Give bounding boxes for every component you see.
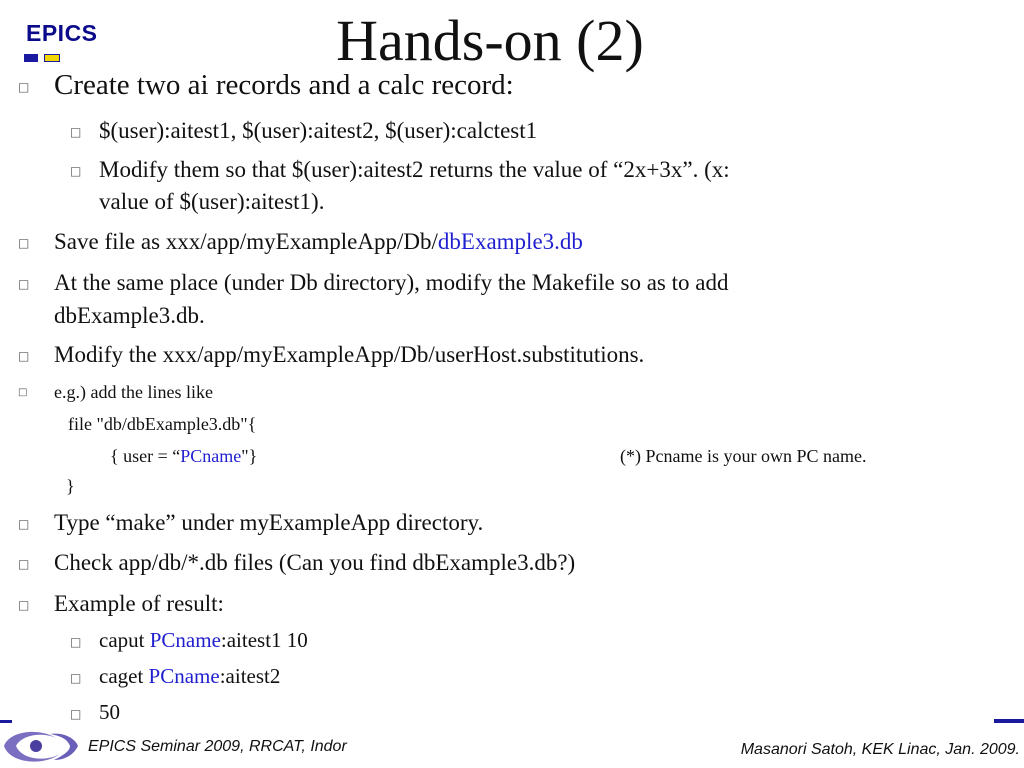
- footer-seminar: EPICS Seminar 2009, RRCAT, Indor: [88, 738, 347, 755]
- bullet-modify-line1: Modify them so that $(user):aitest2 returns the value of “2x+3x”. (x:: [99, 157, 730, 182]
- caput-prefix: caput: [99, 628, 150, 652]
- code-pcname: PCname: [180, 446, 242, 466]
- result-value: 50: [99, 700, 120, 724]
- bullet-make: Type “make” under myExampleApp directory.: [54, 510, 484, 535]
- caget-pcname: PCname: [148, 664, 220, 688]
- footer-accent-left: [0, 720, 12, 723]
- bullet-icon: □: [18, 236, 30, 250]
- code-user-prefix: { user = “: [110, 446, 181, 466]
- footer-accent-right: [994, 719, 1024, 723]
- save-file-path: Save file as xxx/app/myExampleApp/Db/: [54, 229, 438, 254]
- code-line-close: }: [66, 476, 75, 496]
- bullet-makefile-line1: At the same place (under Db directory), modify the Makefile so as to add: [54, 270, 729, 295]
- bullet-save-file: [54, 226, 583, 258]
- epics-swirl-logo-icon: [0, 724, 80, 768]
- bullet-icon: □: [18, 349, 30, 363]
- bullet-icon: □: [70, 125, 82, 139]
- footer-author: Masanori Satoh, KEK Linac, Jan. 2009.: [740, 741, 1020, 758]
- bullet-icon: □: [18, 80, 30, 94]
- caput-suffix: :aitest1 10: [220, 628, 308, 652]
- caget-suffix: :aitest2: [219, 664, 281, 688]
- pcname-note: (*) Pcname is your own PC name.: [620, 446, 867, 466]
- bullet-icon: □: [18, 387, 28, 398]
- bullet-makefile-line2: dbExample3.db.: [54, 303, 205, 328]
- bullet-example-result: Example of result:: [54, 591, 224, 616]
- result-caget: [99, 663, 280, 689]
- db-file-link[interactable]: dbExample3.db: [437, 229, 583, 254]
- bullet-icon: □: [70, 164, 82, 178]
- bullet-substitutions: Modify the xxx/app/myExampleApp/Db/userHost.substitutions.: [54, 342, 645, 367]
- result-caput: [99, 627, 308, 653]
- code-user-suffix: "}: [241, 446, 258, 466]
- code-line-user: [110, 443, 257, 469]
- bullet-icon: □: [18, 598, 30, 612]
- slide-title: Hands-on (2): [336, 8, 644, 73]
- bullet-icon: □: [18, 277, 30, 291]
- bullet-modify-line2: value of $(user):aitest1).: [99, 189, 325, 214]
- bullet-icon: □: [70, 671, 82, 685]
- caget-prefix: caget: [99, 664, 149, 688]
- bullet-check-files: Check app/db/*.db files (Can you find dbExample3.db?): [54, 550, 576, 575]
- code-line-file: file "db/dbExample3.db"{: [68, 414, 257, 434]
- bullet-record-names: $(user):aitest1, $(user):aitest2, $(user):calctest1: [99, 118, 538, 143]
- bullet-example-lines: e.g.) add the lines like: [54, 382, 213, 402]
- bullet-icon: □: [70, 635, 82, 649]
- bullet-icon: □: [18, 557, 30, 571]
- epics-logo: EPICS: [26, 20, 98, 46]
- bullet-icon: □: [70, 707, 82, 721]
- bullet-icon: □: [18, 517, 30, 531]
- caput-pcname: PCname: [149, 628, 221, 652]
- bullet-create-records: Create two ai records and a calc record:: [54, 69, 514, 101]
